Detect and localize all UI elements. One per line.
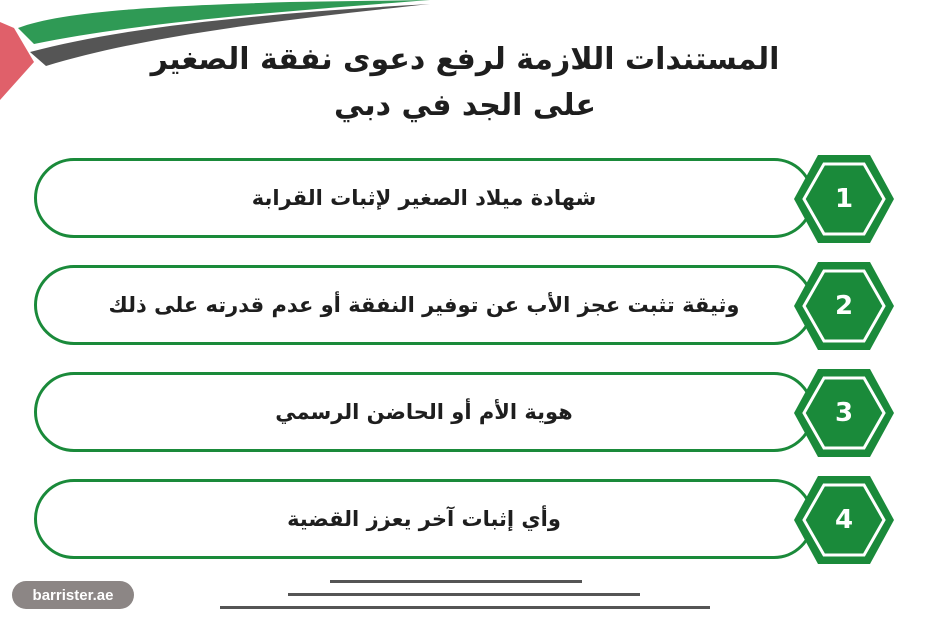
item-number: 4 xyxy=(834,505,854,535)
item-text: وثيقة تثبت عجز الأب عن توفير النفقة أو عدم قدرته على ذلك xyxy=(108,293,740,317)
item-number: 2 xyxy=(834,291,854,321)
document-item-2 xyxy=(34,265,898,353)
footer-divider-2 xyxy=(288,593,640,596)
footer-divider-1 xyxy=(330,580,582,583)
document-item-3 xyxy=(34,372,898,460)
document-item-1 xyxy=(34,158,898,246)
item-text: هوية الأم أو الحاضن الرسمي xyxy=(275,400,573,424)
item-number: 1 xyxy=(834,184,854,214)
page-title-line2: على الجد في دبي xyxy=(334,88,596,123)
brand-badge: barrister.ae xyxy=(12,581,134,609)
item-number: 3 xyxy=(834,398,854,428)
item-text: وأي إثبات آخر يعزز القضية xyxy=(287,507,561,531)
item-text: شهادة ميلاد الصغير لإثبات القرابة xyxy=(251,186,597,210)
footer-divider-3 xyxy=(220,606,710,609)
page-title: المستندات اللازمة لرفع دعوى نفقة الصغير xyxy=(150,42,780,77)
document-item-4 xyxy=(34,479,898,567)
